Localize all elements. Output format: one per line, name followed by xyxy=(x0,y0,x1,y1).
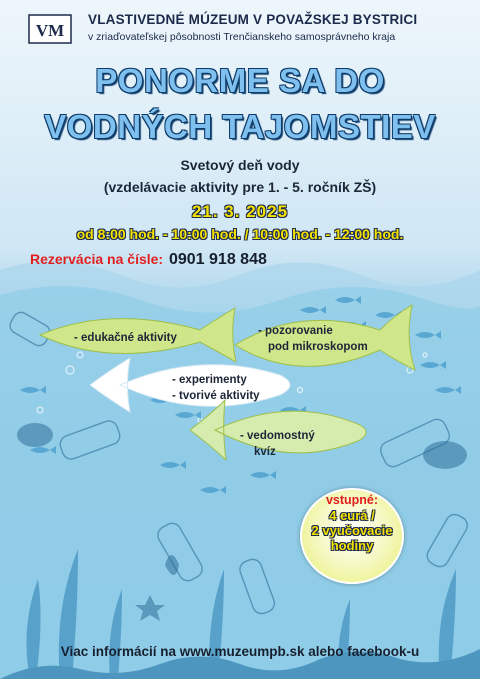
museum-logo xyxy=(28,14,72,44)
activity-kviz xyxy=(240,428,315,460)
title-line-2: VODNÝCH TAJOMSTIEV xyxy=(44,108,436,145)
museum-name: VLASTIVEDNÉ MÚZEUM V POVAŽSKEJ BYSTRICI xyxy=(88,12,418,27)
subtitle-line-2: (vzdelávacie aktivity pre 1. - 5. ročník ZŠ) xyxy=(103,179,377,195)
activity-kviz-line2: kvíz xyxy=(254,446,276,458)
activity-pozorovanie xyxy=(258,323,368,355)
activity-pozorovanie-line1: - pozorovanie xyxy=(258,325,333,337)
activity-edukacne: - edukačné aktivity xyxy=(74,332,177,344)
event-time: od 8:00 hod. - 10:00 hod. / 10:00 hod. - 12:00 hod. xyxy=(76,226,404,242)
entry-fee-line1: 4 eurá / xyxy=(329,508,375,523)
activity-experimenty-line1: - experimenty xyxy=(172,374,247,386)
entry-fee-line3: hodiny xyxy=(330,538,374,553)
museum-subtitle: v zriaďovateľskej pôsobnosti Trenčianskeho samosprávneho kraja xyxy=(88,31,396,43)
reservation-phone[interactable]: 0901 918 848 xyxy=(168,251,267,268)
footer-info[interactable]: Viac informácií na www.muzeumpb.sk alebo facebook-u xyxy=(60,644,420,659)
title-line-1: PONORME SA DO xyxy=(95,62,385,99)
svg-text:VM: VM xyxy=(35,21,65,40)
activity-kviz-line1: - vedomostný xyxy=(240,430,315,442)
underwater-background xyxy=(0,250,480,679)
activity-pozorovanie-line2: pod mikroskopom xyxy=(268,341,368,353)
entry-fee-label: vstupné: xyxy=(325,493,379,507)
event-date: 21. 3. 2025 xyxy=(191,202,289,221)
subtitle-line-1: Svetový deň vody xyxy=(180,157,300,173)
entry-fee-text xyxy=(300,493,404,553)
entry-fee-line2: 2 vyučovacie xyxy=(311,523,393,538)
reservation xyxy=(30,251,267,269)
reservation-label: Rezervácia na čísle: xyxy=(30,251,164,267)
activity-experimenty-line2: - tvorivé aktivity xyxy=(172,390,260,402)
activity-experimenty xyxy=(172,372,260,404)
